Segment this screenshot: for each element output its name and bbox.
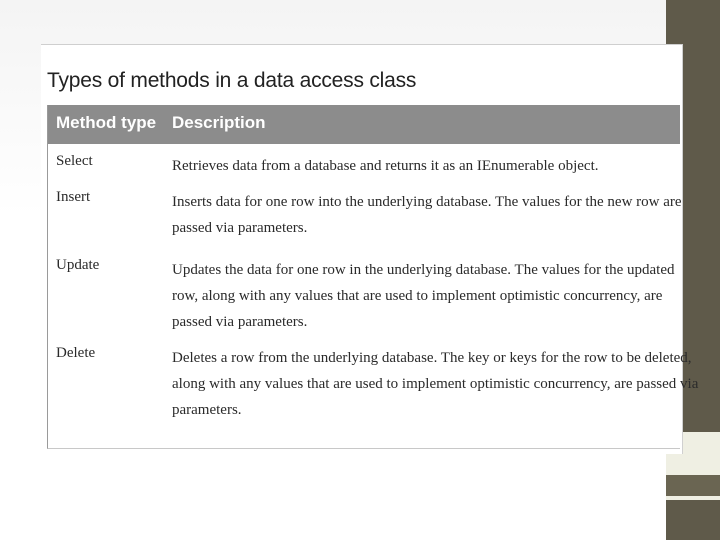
description-line: Inserts data for one row into the underlying database. The values for the new row are (172, 194, 682, 210)
column-header-method-type: Method type (56, 113, 157, 132)
method-type-cell: Insert (56, 189, 91, 205)
description-line: passed via parameters. (172, 220, 308, 236)
methods-table (47, 105, 699, 449)
figure-title: Types of methods in a data access class (47, 69, 417, 92)
method-type-cell: Select (56, 153, 93, 169)
method-type-cell: Update (56, 257, 100, 273)
figure-image (41, 44, 699, 454)
method-type-cell: Delete (56, 345, 96, 361)
description-line: row, along with any values that are used to implement optimistic concurrency, are (172, 288, 663, 304)
description-line: Deletes a row from the underlying database. The key or keys for the row to be deleted, (172, 350, 692, 366)
side-bar-bottom-block (666, 500, 720, 540)
description-line: Retrieves data from a database and returns it as an IEnumerable object. (172, 158, 599, 174)
description-line: along with any values that are used to implement optimistic concurrency, are passed via (172, 376, 699, 392)
description-cell (172, 189, 682, 241)
description-cell (172, 257, 675, 335)
description-cell (172, 153, 672, 179)
description-cell (172, 345, 699, 423)
column-header-description: Description (172, 113, 266, 132)
description-line: parameters. (172, 402, 242, 418)
table-header (48, 105, 680, 144)
description-line: passed via parameters. (172, 314, 308, 330)
side-bar-mid-block (666, 475, 720, 496)
description-line: Updates the data for one row in the underlying database. The values for the updated (172, 262, 675, 278)
